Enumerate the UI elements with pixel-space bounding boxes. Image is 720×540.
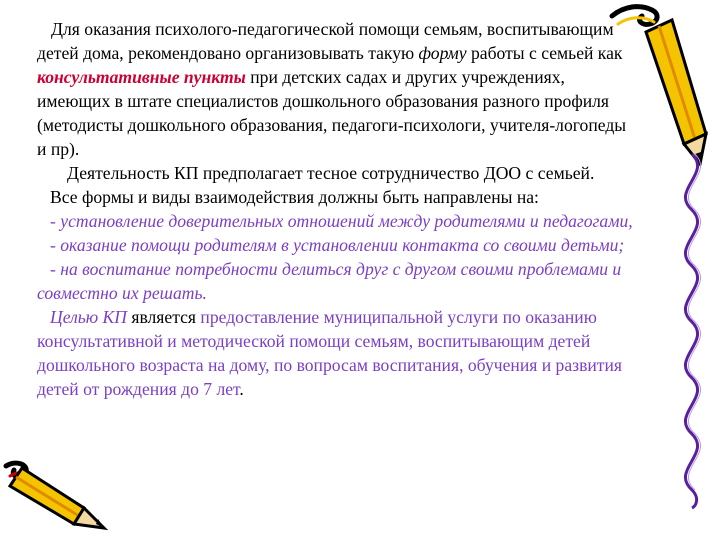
squiggle-border-icon bbox=[652, 150, 720, 510]
pencil-bottom-left-icon bbox=[0, 458, 110, 538]
paragraph-forms: Все формы и виды взаимодействия должны быть направлены на: bbox=[50, 187, 539, 207]
emphasis-consult-points: консультативные пункты bbox=[37, 67, 246, 87]
slide-body bbox=[37, 17, 637, 401]
bullet-item: - установление доверительных отношений между родителями и педагогами, bbox=[50, 211, 633, 231]
paragraph-goal: Целью КП является предоставление муниципальной услуги по оказанию консультативной и методической помощи семьям, воспитывающим детей дошкольного возраста на дому, по вопросам воспитания, обучения и развития детей от рождения до 7 лет. bbox=[37, 307, 623, 399]
bullet-item: - на воспитание потребности делиться друг с другом своими проблемами и совместно их решать. bbox=[37, 259, 622, 303]
paragraph-cooperation: Деятельность КП предполагает тесное сотрудничество ДОО с семьей. bbox=[67, 163, 595, 183]
bullet-item: - оказание помощи родителям в установлении контакта со своими детьми; bbox=[50, 235, 625, 255]
paragraph-intro: Для оказания психолого-педагогической помощи семьям, воспитывающим детей дома, рекомендовано организовывать такую форму работы с семьей как консультативные пункты при детских садах и других учреждениях, имеющих в штате специалистов дошкольного образования разного профиля (методисты дошкольного образования, педагоги-психологи, учителя-логопеды и пр). bbox=[37, 19, 627, 159]
